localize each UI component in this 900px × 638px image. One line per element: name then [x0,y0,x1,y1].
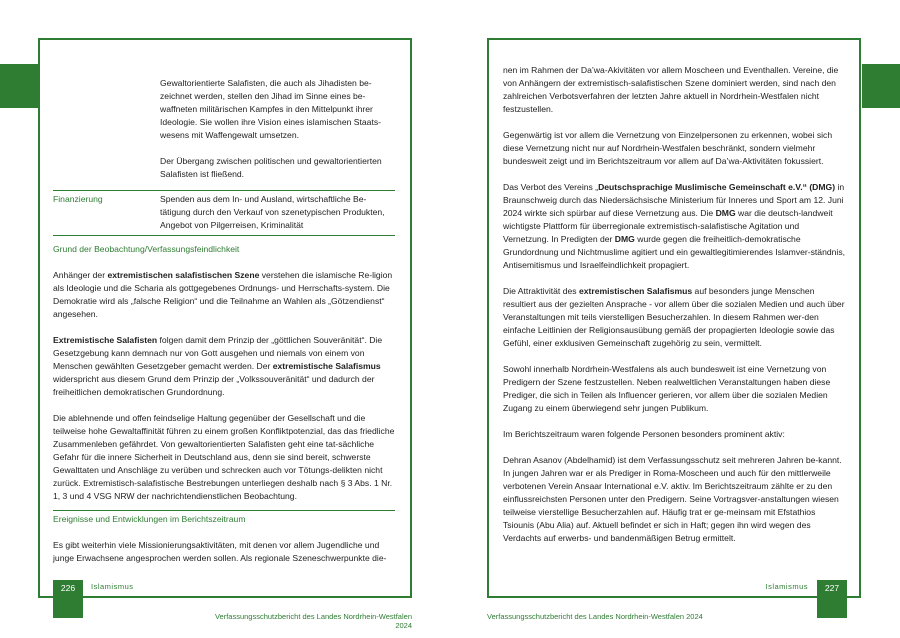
finanzierung-label: Finanzierung [53,194,103,204]
paragraph-missionierung: Es gibt weiterhin viele Missionierungsaktivitäten, mit denen vor allem Jugendliche und junge Erwachsene angesprochen werden sollen. Als regionale Szeneschwerpunkte die- [53,540,387,563]
paragraph-vernetzung: Gegenwärtig ist vor allem die Vernetzung von Einzelpersonen zu erkennen, wobei sich diese Vernetzung nicht nur auf Nordrhein-Westfalen beschränkt, sondern vielmehr bundesweit zeigt und im Berichtszeitraum vor allem auf Da’wa-Aktivitäten fokussiert. [503,130,833,166]
right-edge-tab [862,64,900,108]
jihadist-paragraph: Gewaltorientierte Salafisten, die auch als Jihadisten be-zeichnet werden, stellen den Jihad im Sinne eines be-waffneten militärischen Kampfes in den Mittelpunkt ihrer Ideologie. Sie wollen ihre Vision eines islamischen Staats-wesens mit Waffengewalt umsetzen. [160,78,382,140]
footer-left: Verfassungsschutzbericht des Landes Nordrhein-Westfalen 2024 [214,612,412,630]
paragraph-attraktivitaet: Die Attraktivität des extremistischen Salafismus auf besonders junge Menschen resultiert aus der gezielten Ansprache - vor allem über die sozialen Medien und auch über Veranstaltungen mit teils vierstelligen Besucherzahlen. In diesem Rahmen wer-den einfache Leitlinien der Religionsausübung gemäß der propagierten Ideologie sowie das Gefühl, einer exklusiven Gemeinschaft zugehörig zu sein, vermittelt. [503,286,845,348]
chapter-label-left: Islamismus [91,582,134,591]
paragraph-haltung: Die ablehnende und offen feindselige Haltung gegenüber der Gesellschaft und die teilweise hohe Gewaltaffinität führen zu einem großen Konfliktpotenzial, das das friedliche Zusammenleben gefährdet. Von gewaltorientierten Salafisten geht eine tat-sächliche Gefahr für die innere Sicherheit in Deutschland aus, denn sie sind bereit, schwerste Gewalttaten und Anschläge zu verüben und schrecken auch vor Tötungs-delikten nicht zurück. Extremistisch-salafistische Bestrebungen unterliegen deshalb nach § 3 Abs. 1 Nr. 1, 3 und 4 VSG NRW der nachrichtendienstlichen Beobachtung. [53,413,395,501]
paragraph-anhaenger: Anhänger der extremistischen salafistischen Szene verstehen die islamische Re-ligion als Ideologie und die Scharia als gottgegebenes Ordnungs- und Herrschafts-system. Die Demokratie wird als „falsche Religion“ und die Teilnahme an Wahlen als „Götzendienst“ angesehen. [53,270,393,319]
section-heading-grund: Grund der Beobachtung/Verfassungsfeindlichkeit [53,244,240,254]
divider [53,235,395,236]
paragraph-dmg-verbot: Das Verbot des Vereins „Deutschsprachige Muslimische Gemeinschaft e.V.“ (DMG) in Braunschweig durch das Niedersächsische Ministerium für Inneres und Sport am 12. Juni 2024 wirkte sich spürbar auf diese Vernetzung aus. Die DMG war die deutsch-landweit wichtigste Plattform für überregionale extremistisch-salafistische Agitation und Vernetzung. In Predigten der DMG wurde gegen die freiheitlich-demokratische Grundordnung und Nichtmuslime agitiert und ein gewaltlegitimierendes Islamver-ständnis, Antisemitismus und Israelfeindlichkeit propagiert. [503,182,846,270]
footer-right: Verfassungsschutzbericht des Landes Nordrhein-Westfalen 2024 [487,612,703,621]
left-edge-tab [0,64,38,108]
jihadist-definition-block [160,77,392,194]
paragraph-personen-intro: Im Berichtszeitraum waren folgende Personen besonders prominent aktiv: [503,429,785,439]
divider [53,190,395,191]
paragraph-asanov: Dehran Asanov (Abdelhamid) ist dem Verfassungsschutz seit mehreren Jahren be-kannt. In jungen Jahren war er als Prediger in Roma-Moscheen und auch für den mittlerweile verbotenen Verein Ansaar International e.V. aktiv. Im Berichtszeitraum zählte er zu den einflussreichsten Personen unter den Predigern. Seine Vortragsver-anstaltungen wiesen teilweise vierstellige Besucherzahlen auf. Häufig trat er ge-meinsam mit Efstathios Tsiounis (Abu Alia) auf. Aktuell befindet er sich in Haft; gegen ihn wird wegen des Verdachts auf erwerbs- und bandenmäßigen Betrug ermittelt. [503,455,842,543]
divider [53,510,395,511]
paragraph-dawa: nen im Rahmen der Da’wa-Akivitäten vor allem Moscheen und Eventhallen. Vereine, die von Anhängern der extremistisch-salafistischen Szene dominiert werden, sind nach den zahlreichen Verbotsverfahren der letzten Jahre aktuell in Nordrhein-Westfalen nicht festzustellen. [503,65,839,114]
page-number-left: 226 [53,580,83,618]
paragraph-souveraenitaet: Extremistische Salafisten folgen damit dem Prinzip der „göttlichen Souveränität“. Die Gesetzgebung kann demnach nur von Gott ausgehen und niemals von einem von Menschen gewählten Gesetzgeber gemacht werden. Der extremistische Salafismus widerspricht aus diesem Grund dem Prinzip der „Volkssouveränität“ und dadurch der freiheitlichen demokratischen Grundordnung. [53,335,383,397]
left-body [53,269,395,516]
chapter-label-right: Islamismus [765,582,808,591]
right-body [503,64,847,558]
paragraph-prediger: Sowohl innerhalb Nordrhein-Westfalens als auch bundesweit ist eine Vernetzung von Predigern der Szene festzustellen. Neben realweltlichen Veranstaltungen haben diese Prediger, die sich in Teilen als Influencer gerieren, vor allem über die sozialen Medien Zugang zu einem überwiegend sehr jungen Publikum. [503,364,831,413]
section-heading-ereignisse: Ereignisse und Entwicklungen im Berichtszeitraum [53,514,246,524]
finanzierung-text: Spenden aus dem In- und Ausland, wirtschaftliche Be-tätigung durch den Verkauf von szenetypischen Produkten, Angebot von Pilgerreisen, Kriminalität [160,194,385,230]
transition-paragraph: Der Übergang zwischen politischen und gewaltorientierten Salafisten ist fließend. [160,156,382,179]
page-number-right: 227 [817,580,847,618]
